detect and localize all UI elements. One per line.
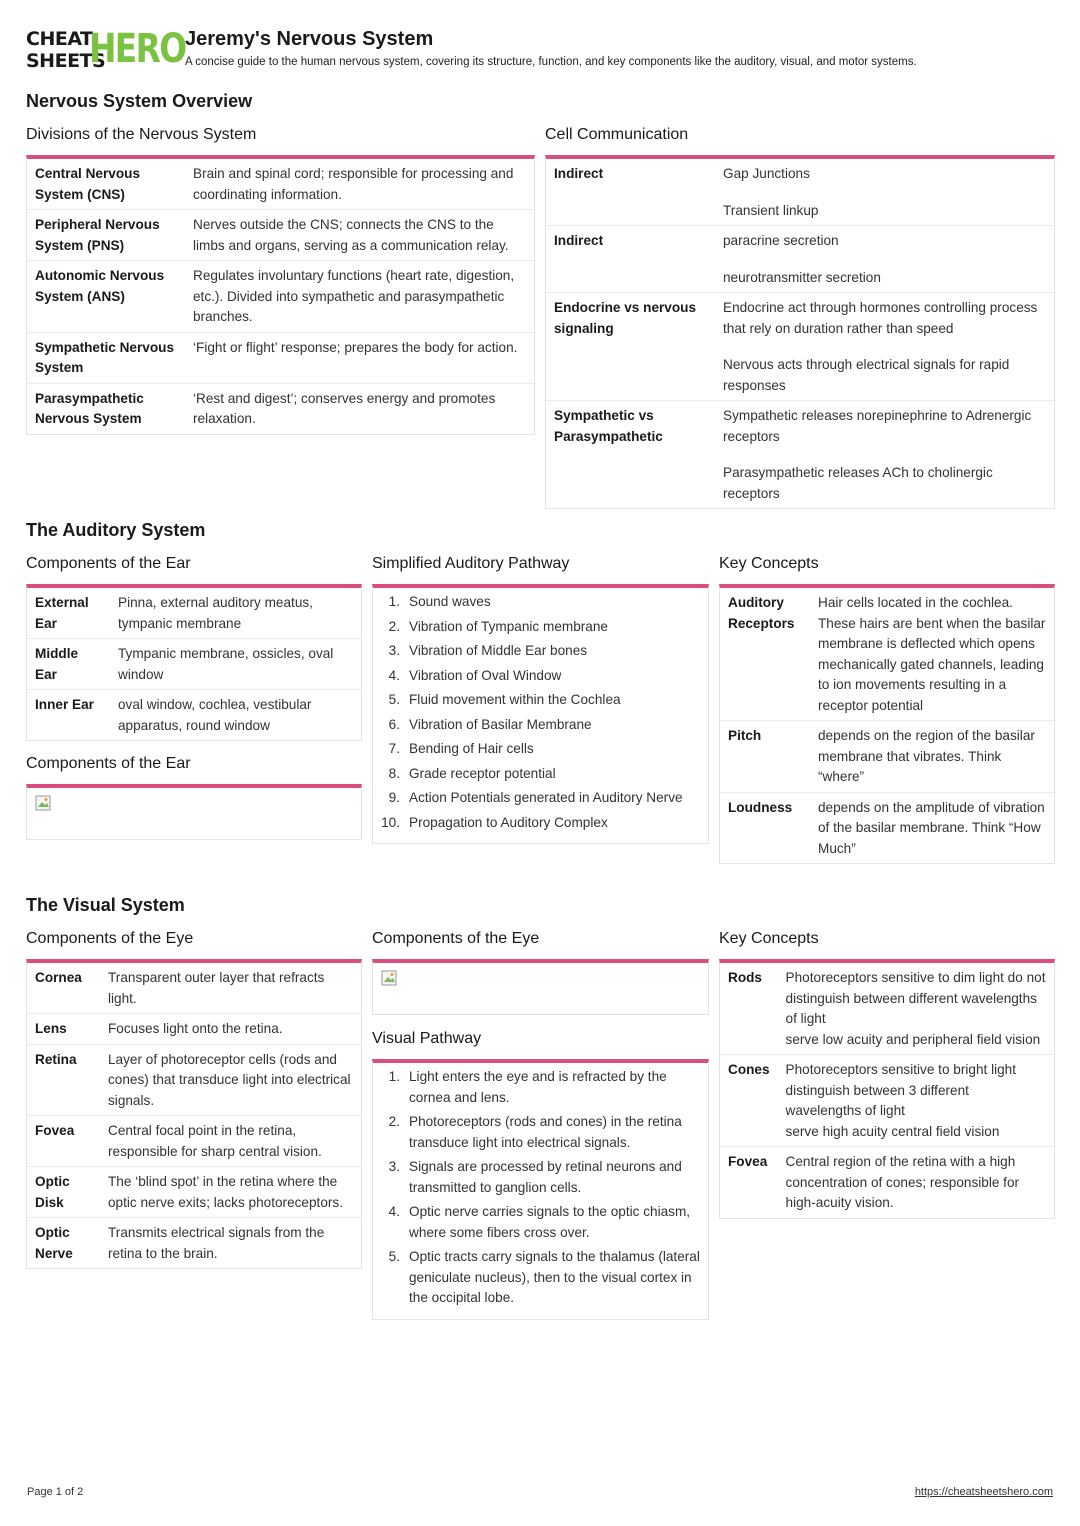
term-description: [110, 690, 361, 741]
card-title-visual-concepts: Key Concepts: [719, 930, 819, 947]
term-label: Pitch: [720, 721, 810, 793]
description-line: Transparent outer layer that refracts light.: [108, 970, 325, 1006]
list-item: [381, 813, 700, 834]
table-row: [720, 1147, 1054, 1218]
step-text: Vibration of Middle Ear bones: [409, 643, 588, 658]
step-number: 1.: [388, 594, 400, 609]
term-label: Indirect: [546, 226, 715, 293]
step-number: 2.: [388, 618, 400, 634]
description-line: Parasympathetic releases ACh to cholinergic receptors: [723, 465, 993, 501]
description-line: Gap Junctions: [723, 166, 810, 181]
page-header: [26, 26, 1066, 74]
description-line: ‘Fight or flight’ response; prepares the body for action.: [193, 339, 518, 355]
term-description: [100, 1218, 361, 1269]
auditory-pathway-list: [373, 588, 708, 843]
list-item: [381, 641, 700, 662]
kv-table: [27, 159, 534, 434]
kv-table: [720, 588, 1054, 863]
term-description: [185, 383, 534, 434]
term-label: Central Nervous System (CNS): [35, 166, 141, 202]
page-subtitle: A concise guide to the human nervous system, covering its structure, function, and key components like the auditory, visual, and motor systems.: [185, 56, 917, 68]
term-label: Fovea: [720, 1147, 778, 1218]
step-number: 8.: [388, 765, 400, 781]
term-label: Loudness: [720, 792, 810, 863]
list-item: [381, 617, 700, 638]
page-number: Page 1 of 2: [27, 1486, 84, 1498]
term-description: [715, 401, 1054, 509]
description-line: depends on the amplitude of vibration of the basilar membrane. Think “How Much”: [818, 799, 1045, 856]
kv-table: [27, 588, 361, 740]
term-description: [715, 293, 1054, 401]
term-label: External Ear: [35, 595, 89, 631]
term-description: [185, 159, 534, 210]
list-item: [381, 1067, 700, 1108]
card-title-auditory-pathway: Simplified Auditory Pathway: [372, 555, 570, 572]
description-line: Regulates involuntary functions (heart rate, digestion, etc.). Divided into sympathetic and parasympathetic branches.: [193, 268, 515, 324]
kv-table: [720, 963, 1054, 1218]
description-line: Nerves outside the CNS; connects the CNS to the limbs and organs, serving as a communication relay.: [193, 217, 509, 253]
table-row: [720, 963, 1054, 1055]
step-text: Vibration of Tympanic membrane: [409, 618, 608, 634]
table-row: [720, 721, 1054, 793]
step-number: 2.: [388, 1114, 400, 1129]
broken-image-icon: [35, 795, 51, 811]
step-number: 7.: [388, 741, 400, 756]
step-number: 3.: [388, 643, 400, 658]
step-text: Optic tracts carry signals to the thalamus (lateral geniculate nucleus), then to the visual cortex in the occipital lobe.: [409, 1249, 700, 1305]
term-label: Auditory Receptors: [728, 595, 795, 631]
card-title-cell-communication: Cell Communication: [545, 126, 689, 143]
description-line: Tympanic membrane, ossicles, oval window: [118, 646, 334, 682]
table-row: [27, 690, 361, 741]
table-row: [546, 226, 1054, 293]
card-divisions: [26, 155, 535, 435]
step-text: Fluid movement within the Cochlea: [409, 692, 621, 707]
term-label: Peripheral Nervous System (PNS): [27, 210, 185, 261]
site-link[interactable]: https://cheatsheetshero.com: [914, 1486, 1053, 1498]
description-line: Hair cells located in the cochlea. These hairs are bent when the basilar membrane is deflected which opens mechanically gated channels, leading to ion movements resulting in a receptor potential: [818, 595, 1046, 713]
term-label: Sympathetic Nervous System: [27, 332, 185, 383]
step-number: 5.: [388, 692, 400, 707]
step-text: Bending of Hair cells: [409, 741, 534, 756]
term-label: Rods: [728, 970, 762, 985]
broken-image-icon: [381, 970, 397, 986]
table-row: [27, 963, 361, 1014]
list-item: [381, 715, 700, 736]
term-label: Cornea: [35, 970, 82, 985]
table-row: [720, 792, 1054, 863]
list-item: [381, 739, 700, 760]
term-description: [778, 963, 1054, 1055]
term-label: Endocrine vs nervous signaling: [546, 293, 715, 401]
table-row: [27, 1218, 361, 1269]
term-description: [810, 721, 1054, 793]
term-label: Indirect: [554, 166, 604, 181]
table-row: [27, 1116, 361, 1167]
step-text: Optic nerve carries signals to the optic chiasm, where some fibers cross over.: [409, 1204, 691, 1240]
step-text: Photoreceptors (rods and cones) in the retina transduce light into electrical signals.: [409, 1114, 682, 1150]
term-description: [110, 639, 361, 690]
card-title-auditory-concepts: Key Concepts: [719, 555, 819, 572]
section-title-visual: The Visual System: [26, 895, 185, 915]
table-row: [720, 588, 1054, 721]
card-ear-components: [26, 584, 362, 741]
step-number: 10.: [381, 814, 400, 830]
list-item: [381, 1157, 700, 1198]
step-text: Vibration of Basilar Membrane: [409, 716, 592, 732]
term-description: [100, 1116, 361, 1167]
list-item: [381, 1202, 700, 1243]
table-row: [546, 401, 1054, 509]
list-item: [381, 1247, 700, 1309]
card-visual-concepts: [719, 959, 1055, 1219]
step-number: 5.: [388, 1249, 400, 1264]
term-label: Optic Disk: [27, 1167, 100, 1218]
description-line: Transmits electrical signals from the retina to the brain.: [108, 1225, 325, 1261]
term-label: Sympathetic vs Parasympathetic: [546, 401, 715, 509]
visual-pathway-list: [373, 1063, 708, 1319]
term-description: [110, 588, 361, 639]
card-title-ear-components: Components of the Ear: [26, 555, 191, 572]
table-row: [546, 159, 1054, 226]
table-row: [27, 1044, 361, 1116]
list-item: [381, 1112, 700, 1153]
step-text: Grade receptor potential: [409, 765, 556, 781]
table-row: [27, 261, 534, 333]
card-visual-pathway: [372, 1059, 709, 1320]
step-text: Propagation to Auditory Complex: [409, 814, 608, 830]
term-label: Retina: [27, 1044, 100, 1116]
list-item: [381, 788, 700, 809]
term-description: [100, 963, 361, 1014]
logo-cheat-text: CHEAT: [26, 28, 93, 50]
card-title-divisions: Divisions of the Nervous System: [26, 126, 257, 143]
page-title: Jeremy's Nervous System: [185, 28, 434, 50]
term-description: [185, 210, 534, 261]
table-row: [27, 1014, 361, 1045]
card-title-eye-components: Components of the Eye: [26, 930, 194, 947]
section-title-auditory: The Auditory System: [26, 520, 206, 540]
step-text: Sound waves: [409, 594, 491, 609]
step-number: 1.: [388, 1069, 400, 1084]
description-line: Brain and spinal cord; responsible for processing and coordinating information.: [193, 166, 514, 202]
term-label: Autonomic Nervous System (ANS): [27, 261, 185, 333]
card-title-ear-image: Components of the Ear: [26, 755, 191, 772]
term-label: Inner Ear: [27, 690, 110, 741]
cheatsheetshero-logo[interactable]: [26, 26, 186, 72]
description-line: Transient linkup: [723, 202, 819, 218]
description-line: oval window, cochlea, vestibular apparatus, round window: [118, 697, 312, 733]
kv-table: [546, 159, 1054, 508]
table-row: [720, 1055, 1054, 1147]
card-title-visual-pathway: Visual Pathway: [372, 1030, 482, 1047]
term-label: Fovea: [27, 1116, 100, 1167]
table-row: [546, 293, 1054, 401]
card-title-eye-image: Components of the Eye: [372, 930, 540, 947]
term-description: [715, 226, 1054, 293]
description-line: neurotransmitter secretion: [723, 269, 881, 285]
table-row: [27, 383, 534, 434]
description-line: ‘Rest and digest’; conserves energy and promotes relaxation.: [193, 390, 496, 426]
step-number: 9.: [388, 790, 400, 805]
step-number: 4.: [388, 1204, 400, 1219]
table-row: [27, 210, 534, 261]
description-line: Sympathetic releases norepinephrine to Adrenergic receptors: [723, 408, 1032, 444]
term-description: [100, 1167, 361, 1218]
card-eye-components: [26, 959, 362, 1269]
description-line: The ‘blind spot’ in the retina where the optic nerve exits; lacks photoreceptors.: [108, 1174, 343, 1210]
term-description: [810, 588, 1054, 721]
card-eye-image: [372, 959, 709, 1015]
logo-hero-text: HERO: [89, 26, 186, 72]
term-description: [185, 332, 534, 383]
term-description: [715, 159, 1054, 226]
description-line: Central focal point in the retina, responsible for sharp central vision.: [108, 1123, 322, 1159]
table-row: [27, 639, 361, 690]
step-text: Vibration of Oval Window: [409, 667, 562, 683]
term-label: Lens: [27, 1014, 100, 1045]
logo-sheets-text: SHEETS: [26, 50, 106, 72]
step-number: 3.: [388, 1159, 400, 1174]
description-line: Endocrine act through hormones controlling process that rely on duration rather than speed: [723, 300, 1038, 336]
card-auditory-pathway: [372, 584, 709, 844]
list-item: [381, 690, 700, 711]
kv-table: [27, 963, 361, 1268]
description-line: depends on the region of the basilar membrane that vibrates. Think “where”: [818, 728, 1035, 784]
step-text: Light enters the eye and is refracted by the cornea and lens.: [409, 1069, 667, 1105]
list-item: [381, 592, 700, 613]
term-description: [778, 1055, 1054, 1147]
term-description: [778, 1147, 1054, 1218]
step-number: 6.: [388, 716, 400, 732]
term-description: [100, 1014, 361, 1045]
description-line: Focuses light onto the retina.: [108, 1021, 283, 1036]
section-title-overview: Nervous System Overview: [26, 91, 253, 111]
description-line: Layer of photoreceptor cells (rods and cones) that transduce light into electrical signals.: [108, 1051, 351, 1108]
table-row: [27, 1167, 361, 1218]
table-row: [27, 332, 534, 383]
list-item: [381, 666, 700, 687]
term-description: [185, 261, 534, 333]
card-ear-image: [26, 784, 362, 840]
description-line: Photoreceptors sensitive to dim light do not distinguish between different wavelengths of light serve low acuity and peripheral field vision: [785, 970, 1046, 1047]
description-line: Nervous acts through electrical signals for rapid responses: [723, 357, 1010, 393]
step-text: Action Potentials generated in Auditory Nerve: [409, 790, 683, 805]
description-line: Photoreceptors sensitive to bright light distinguish between 3 different wavelengths of light serve high acuity central field vision: [785, 1062, 1017, 1139]
term-label: Parasympathetic Nervous System: [27, 383, 185, 434]
card-auditory-concepts: [719, 584, 1055, 864]
term-description: [810, 792, 1054, 863]
description-line: paracrine secretion: [723, 233, 839, 248]
term-label: Optic Nerve: [27, 1218, 100, 1269]
list-item: [381, 764, 700, 785]
card-cell-communication: [545, 155, 1055, 509]
term-label: Cones: [720, 1055, 778, 1147]
table-row: [27, 588, 361, 639]
step-number: 4.: [388, 667, 400, 683]
description-line: Pinna, external auditory meatus, tympanic membrane: [118, 595, 313, 631]
term-description: [100, 1044, 361, 1116]
step-text: Signals are processed by retinal neurons and transmitted to ganglion cells.: [409, 1159, 682, 1195]
table-row: [27, 159, 534, 210]
description-line: Central region of the retina with a high concentration of cones; responsible for high-acuity vision.: [785, 1154, 1020, 1210]
term-label: Middle Ear: [27, 639, 110, 690]
